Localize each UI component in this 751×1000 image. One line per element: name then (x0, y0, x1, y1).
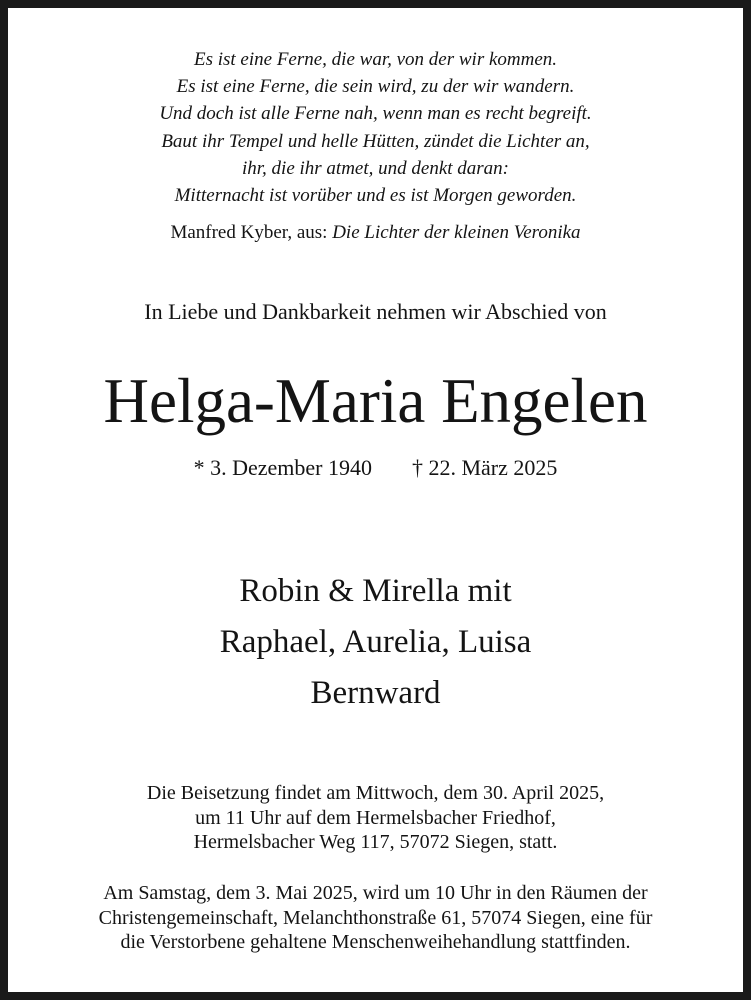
mourner-line: Bernward (310, 675, 441, 711)
burial-line: Die Beisetzung findet am Mittwoch, dem 30. April 2025, (146, 782, 605, 804)
poem-work-title: Die Lichter der kleinen Veronika (332, 222, 581, 243)
burial-info (8, 781, 743, 855)
farewell-intro: In Liebe und Dankbarkeit nehmen wir Abschied von (144, 299, 607, 324)
death-date: † 22. März 2025 (411, 455, 558, 480)
service-line: Christengemeinschaft, Melanchthonstraße 61, 57074 Siegen, eine für (98, 906, 653, 929)
burial-line: um 11 Uhr auf dem Hermelsbacher Friedhof, (195, 806, 556, 829)
poem-line: Baut ihr Tempel und helle Hütten, zündet die Lichter an, (161, 130, 590, 152)
service-info (8, 881, 743, 955)
poem (8, 46, 743, 209)
mourner-line: Raphael, Aurelia, Luisa (219, 624, 532, 660)
service-line: die Verstorbene gehaltene Menschenweihehandlung stattfinden. (120, 931, 631, 953)
mourners (8, 566, 743, 719)
poem-line: Mitternacht ist vorüber und es ist Morgen geworden. (174, 185, 577, 207)
poem-line: Es ist eine Ferne, die sein wird, zu der wir wandern. (176, 76, 575, 98)
life-dates (8, 455, 743, 481)
mourner-line: Robin & Mirella mit (239, 573, 512, 609)
poem-author: Manfred Kyber, aus: (170, 222, 328, 243)
poem-line: Und doch ist alle Ferne nah, wenn man es recht begreift. (159, 103, 592, 125)
birth-date: * 3. Dezember 1940 (193, 455, 372, 480)
poem-line: Es ist eine Ferne, die war, von der wir kommen. (193, 49, 558, 70)
burial-line: Hermelsbacher Weg 117, 57072 Siegen, statt. (193, 831, 558, 853)
service-line: Am Samstag, dem 3. Mai 2025, wird um 10 Uhr in den Räumen der (103, 882, 648, 904)
poem-line: ihr, die ihr atmet, und denkt daran: (241, 157, 510, 179)
poem-source (8, 222, 743, 244)
deceased-name: Helga-Maria Engelen (103, 366, 648, 436)
